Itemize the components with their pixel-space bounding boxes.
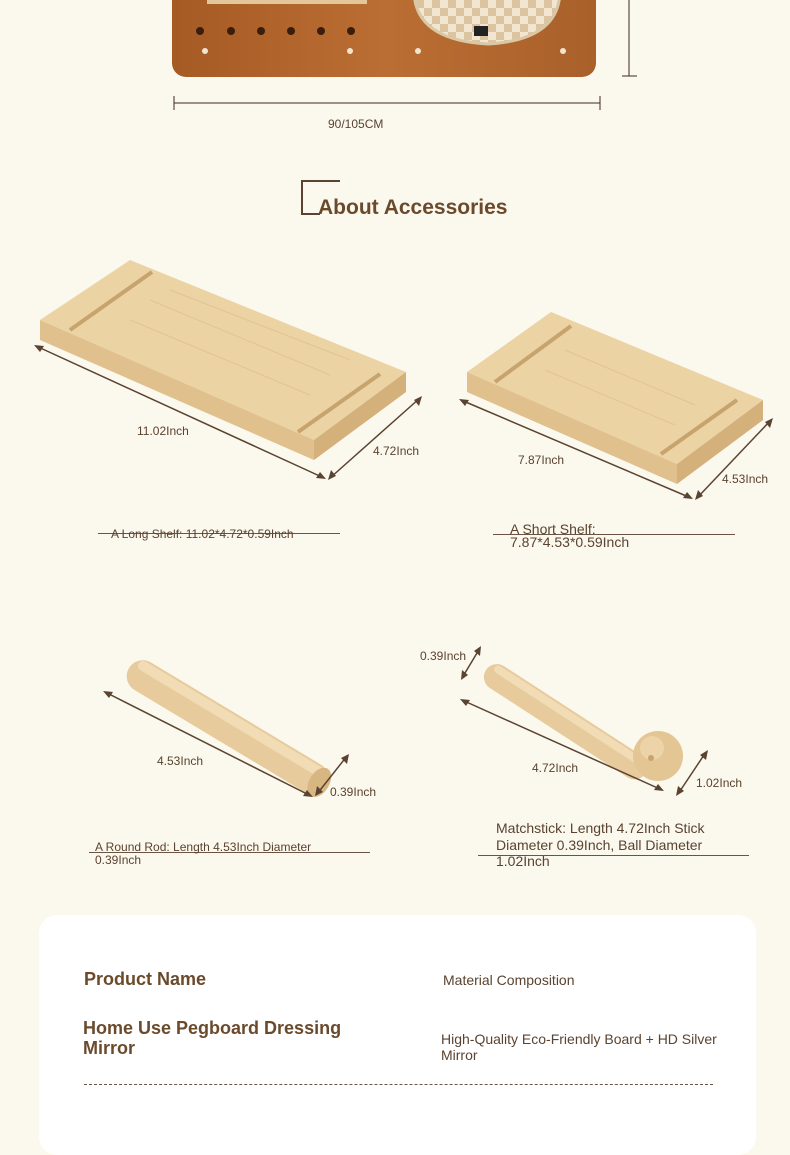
- round-rod-caption-line2: 0.39Inch: [95, 853, 142, 867]
- short-shelf-length-label: 7.87Inch: [518, 453, 565, 467]
- product-name-label: Product Name: [84, 969, 207, 989]
- width-dimension-label: 90/105CM: [328, 117, 384, 131]
- matchstick-caption-line2: Diameter 0.39Inch, Ball Diameter: [496, 837, 703, 853]
- matchstick-caption-line3: 1.02Inch: [496, 853, 550, 869]
- short-shelf-caption-line2: 7.87*4.53*0.59Inch: [510, 534, 630, 550]
- long-shelf-depth-label: 4.72Inch: [373, 444, 420, 458]
- section-title: About Accessories: [318, 196, 508, 219]
- round-rod-diameter-label: 0.39Inch: [330, 785, 377, 799]
- long-shelf-length-label: 11.02Inch: [137, 424, 189, 438]
- round-rod-caption-line1: A Round Rod: Length 4.53Inch Diameter: [95, 840, 312, 854]
- matchstick-length-label: 4.72Inch: [532, 761, 579, 775]
- product-info-card: [39, 915, 756, 1155]
- matchstick-caption-line1: Matchstick: Length 4.72Inch Stick: [496, 820, 705, 836]
- matchstick-stick-diameter-label: 0.39Inch: [420, 649, 467, 663]
- matchstick-illustration: [440, 640, 730, 805]
- long-shelf-illustration: [30, 250, 430, 490]
- short-shelf-caption-line1: A Short Shelf:: [510, 521, 596, 537]
- card-divider: [84, 1084, 713, 1085]
- product-name-value: Home Use Pegboard Dressing Mirror: [83, 1018, 342, 1058]
- short-shelf-depth-label: 4.53Inch: [722, 472, 769, 486]
- pegboard-illustration: [0, 0, 790, 140]
- matchstick-ball-label: 1.02Inch: [696, 776, 743, 790]
- material-composition-label: Material Composition: [443, 972, 575, 988]
- material-composition-value: High-Quality Eco-Friendly Board + HD Silver Mirror: [441, 1031, 717, 1063]
- round-rod-length-label: 4.53Inch: [157, 754, 204, 768]
- long-shelf-caption: A Long Shelf: 11.02*4.72*0.59Inch: [111, 527, 294, 541]
